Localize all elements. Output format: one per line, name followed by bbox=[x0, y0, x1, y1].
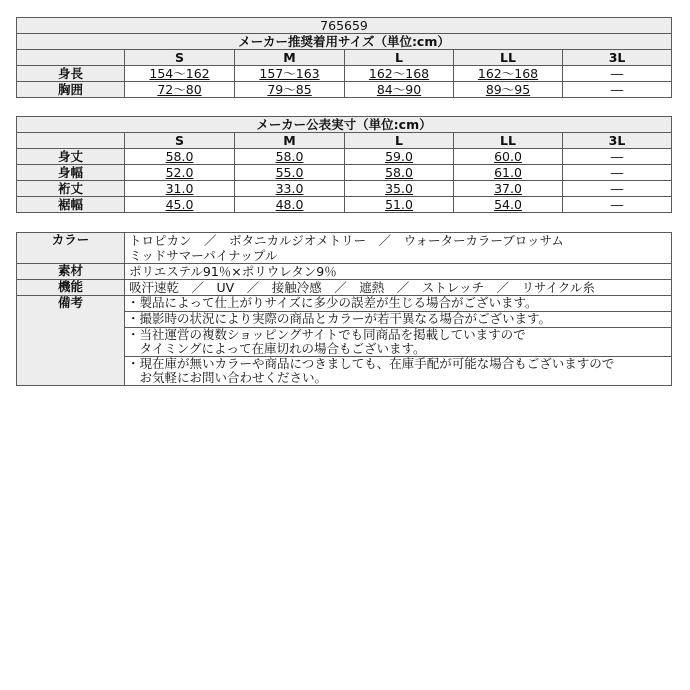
table-cell: 84〜90 bbox=[345, 82, 454, 98]
recommended-size-table bbox=[16, 17, 672, 98]
color-list-line-2: ミッドサマーパイナップル bbox=[129, 248, 278, 263]
size-header-s: S bbox=[125, 50, 235, 66]
table-cell: 35.0 bbox=[345, 181, 454, 197]
table-cell: 61.0 bbox=[454, 165, 563, 181]
row-label-sleeve: 裄丈 bbox=[17, 181, 125, 197]
color-list-line-1: トロピカン ／ ボタニカルジオメトリー ／ ウォーターカラーブロッサム bbox=[129, 233, 564, 248]
table-row bbox=[17, 82, 672, 98]
size-header-ll: LL bbox=[454, 133, 563, 149]
size-header-m: M bbox=[235, 133, 345, 149]
table-cell: 52.0 bbox=[125, 165, 235, 181]
size-header-row bbox=[17, 50, 672, 66]
table-cell: 58.0 bbox=[345, 165, 454, 181]
note-item-line: タイミングによって在庫切れの場合もございます。 bbox=[127, 341, 426, 356]
size-header-s: S bbox=[125, 133, 235, 149]
table-cell: 54.0 bbox=[454, 197, 563, 213]
table-cell: 33.0 bbox=[235, 181, 345, 197]
size-header-3l: 3L bbox=[563, 50, 672, 66]
size-header-ll: LL bbox=[454, 50, 563, 66]
table-row bbox=[17, 181, 672, 197]
table-cell: ― bbox=[563, 165, 672, 181]
table-row bbox=[17, 149, 672, 165]
table-cell: ― bbox=[563, 149, 672, 165]
table-cell: 45.0 bbox=[125, 197, 235, 213]
table-cell: 72〜80 bbox=[125, 82, 235, 98]
note-item-line: ・現在庫が無いカラーや商品につきましても、在庫手配が可能な場合もございますので bbox=[127, 356, 615, 371]
table-cell: 58.0 bbox=[235, 149, 345, 165]
color-label: カラー bbox=[17, 233, 125, 264]
note-item: ・製品によって仕上がりサイズに多少の誤差が生じる場合がございます。 bbox=[125, 296, 672, 312]
table-cell: 48.0 bbox=[235, 197, 345, 213]
table-cell: 79〜85 bbox=[235, 82, 345, 98]
recommended-size-title: メーカー推奨着用サイズ（単位:cm） bbox=[17, 34, 672, 50]
table-cell: 162〜168 bbox=[345, 66, 454, 82]
notes-label: 備考 bbox=[17, 296, 125, 386]
size-header-l: L bbox=[345, 133, 454, 149]
table-cell: 157〜163 bbox=[235, 66, 345, 82]
table-row bbox=[17, 165, 672, 181]
material-row bbox=[17, 264, 672, 280]
note-item: ・撮影時の状況により実際の商品とカラーが若干異なる場合がございます。 bbox=[125, 312, 672, 328]
table-cell: ― bbox=[563, 66, 672, 82]
function-value: 吸汗速乾 ／ UV ／ 接触冷感 ／ 遮熱 ／ ストレッチ ／ リサイクル糸 bbox=[125, 280, 672, 296]
row-label-width: 身幅 bbox=[17, 165, 125, 181]
table-row bbox=[17, 66, 672, 82]
table-cell: 162〜168 bbox=[454, 66, 563, 82]
note-item-line: お気軽にお問い合わせください。 bbox=[127, 370, 328, 385]
table-cell: 37.0 bbox=[454, 181, 563, 197]
function-row bbox=[17, 280, 672, 296]
size-header-row bbox=[17, 133, 672, 149]
function-label: 機能 bbox=[17, 280, 125, 296]
size-header-l: L bbox=[345, 50, 454, 66]
table-cell: 51.0 bbox=[345, 197, 454, 213]
table-cell: 154〜162 bbox=[125, 66, 235, 82]
table-cell: 59.0 bbox=[345, 149, 454, 165]
table-cell: 31.0 bbox=[125, 181, 235, 197]
material-label: 素材 bbox=[17, 264, 125, 280]
actual-size-title: メーカー公表実寸（単位:cm） bbox=[17, 117, 672, 133]
product-code: 765659 bbox=[17, 18, 672, 34]
size-header-m: M bbox=[235, 50, 345, 66]
color-row bbox=[17, 233, 672, 264]
table-cell: 89〜95 bbox=[454, 82, 563, 98]
note-item-line: ・当社運営の複数ショッピングサイトでも同商品を掲載していますので bbox=[127, 327, 526, 342]
size-header-3l: 3L bbox=[563, 133, 672, 149]
notes-row bbox=[17, 296, 672, 312]
table-cell: 58.0 bbox=[125, 149, 235, 165]
row-label-hem: 裾幅 bbox=[17, 197, 125, 213]
table-cell: ― bbox=[563, 181, 672, 197]
material-value: ポリエステル91％×ポリウレタン9％ bbox=[125, 264, 672, 280]
row-label-chest: 胸囲 bbox=[17, 82, 125, 98]
table-row bbox=[17, 197, 672, 213]
actual-size-table bbox=[16, 116, 672, 213]
row-label-height: 身長 bbox=[17, 66, 125, 82]
table-cell: ― bbox=[563, 197, 672, 213]
table-cell: ― bbox=[563, 82, 672, 98]
table-cell: 60.0 bbox=[454, 149, 563, 165]
row-label-length: 身丈 bbox=[17, 149, 125, 165]
product-details-table bbox=[16, 232, 672, 386]
table-cell: 55.0 bbox=[235, 165, 345, 181]
